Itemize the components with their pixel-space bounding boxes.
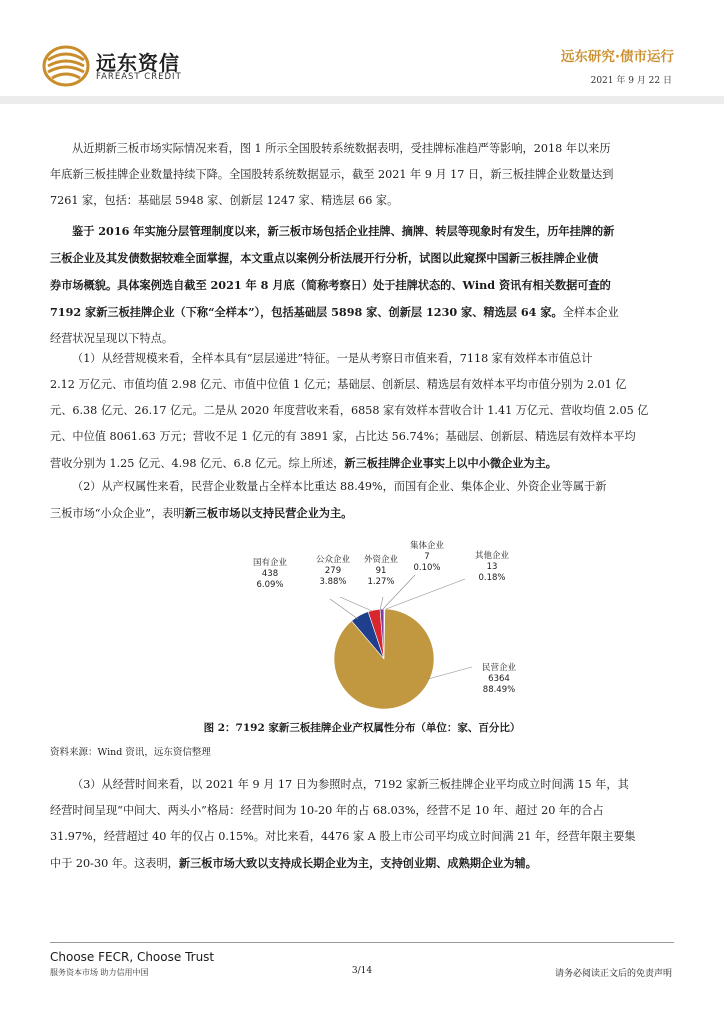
text-line: 经营状况呈现以下特点。 (50, 332, 174, 345)
text-line: 年底新三板挂牌企业数量持续下降。全国股转系统数据显示，截至 2021 年 9 月 17 日，新三板挂牌企业数量达到 (50, 168, 614, 181)
footer-subtitle: 服务资本市场 助力信用中国 (50, 968, 149, 977)
text-segment: 中于 20-30 年。这表明， (50, 857, 179, 870)
slice-value: 7 (424, 552, 430, 562)
footer-slogan: Choose FECR, Choose Trust (50, 950, 215, 964)
slice-value: 91 (375, 566, 387, 576)
text-line-bold: 三板企业及其发债数据较难全面掌握，本文重点以案例分析法展开行分析，试图以此窥探中国新三板挂牌企业债 (50, 251, 599, 265)
text-line: 经营时间呈现“中间大、两头小”格局：经营时间为 10-20 年的占 68.03%，经营不足 10 年、超过 20 年的合占 (50, 804, 604, 817)
header-divider (0, 96, 724, 104)
paragraph-3 (50, 346, 680, 477)
paragraph-5 (50, 772, 680, 877)
disclaimer-note: 请务必阅读正文后的免责声明 (554, 969, 672, 979)
text-line: 元、6.38 亿元、26.17 亿元。二是从 2020 年度营收来看，6858 家有效样本营收合计 1.41 万亿元、营收均值 2.05 亿 (50, 404, 649, 417)
slice-name: 公众企业 (315, 555, 350, 565)
slice-name: 国有企业 (252, 558, 287, 568)
text-line: 2.12 万亿元、市值均值 2.98 亿元、市值中位值 1 亿元；基础层、创新层、精选层有效样本平均市值分别为 2.01 亿 (50, 378, 627, 391)
slice-name: 其他企业 (474, 551, 509, 561)
section-title: 远东研究·债市运行 (560, 49, 674, 65)
text-line-bold: 鉴于 2016 年实施分层管理制度以来，新三板市场包括企业挂牌、摘牌、转层等现象时有发生，历年挂牌的新 (72, 224, 615, 238)
slice-percent: 0.18% (478, 573, 506, 583)
leader-line (380, 597, 383, 610)
pie-label-guoyou (244, 558, 296, 591)
text-segment-bold: 新三板挂牌企业事实上以中小微企业为主。 (344, 456, 557, 470)
slice-percent: 3.88% (319, 577, 347, 587)
pie-label-gongzhong (308, 555, 358, 588)
slice-name: 集体企业 (409, 541, 444, 551)
slice-percent: 1.27% (367, 577, 395, 587)
page-number: 3/14 (351, 966, 373, 976)
slice-percent: 6.09% (256, 580, 284, 590)
pie-label-jiti (402, 541, 452, 574)
text-line: （3）从经营时间来看，以 2021 年 9 月 17 日为参照时点，7192 家新三板挂牌企业平均成立时间满 15 年，其 (72, 778, 629, 791)
pie-label-qita (466, 551, 518, 584)
leader-line (340, 597, 372, 611)
slice-value: 6364 (488, 674, 510, 684)
text-line: 元、中位值 8061.63 万元；营收不足 1 亿元的有 3891 家，占比达 56.74%；基础层、创新层、精选层有效样本平均 (50, 430, 636, 443)
pie-label-waizi (358, 555, 404, 588)
text-line: 31.97%，经营超过 40 年的仅占 0.15%。对比来看，4476 家 A 股上市公司平均成立时间满 21 年，经营年限主要集 (50, 830, 636, 843)
slice-value: 279 (324, 566, 342, 576)
leader-line (428, 667, 472, 679)
text-segment-bold: 新三板市场以支持民营企业为主。 (184, 506, 353, 520)
leader-line (330, 599, 358, 619)
text-segment-bold: 新三板市场大致以支持成长期企业为主，支持创业期、成熟期企业为辅。 (178, 856, 537, 870)
paragraph-1 (50, 136, 680, 214)
figure-caption: 图 2：7192 家新三板挂牌企业产权属性分布（单位：家、百分比） (203, 722, 521, 734)
text-segment: 三板市场“小众企业”，表明 (50, 507, 185, 520)
report-date: 2021 年 9 月 22 日 (590, 76, 672, 86)
text-segment: 全样本企业 (562, 306, 619, 319)
slice-name: 外资企业 (363, 555, 398, 565)
pie-label-minying (474, 663, 524, 696)
slice-name: 民营企业 (481, 663, 516, 673)
paragraph-4 (50, 474, 680, 527)
brand-name-en: FAREAST CREDIT (96, 72, 182, 82)
slice-percent: 0.10% (413, 563, 441, 573)
paragraph-2 (50, 218, 680, 352)
text-line-bold: 券市场概貌。具体案例选自截至 2021 年 8 月底（简称考察日）处于挂牌状态的、Wind 资讯有相关数据可查的 (50, 278, 611, 292)
footer-divider (50, 942, 674, 943)
logo-icon (42, 44, 90, 88)
text-line-bold: 7192 家新三板挂牌企业（下称“全样本”），包括基础层 5898 家、创新层 1230 家、精选层 64 家。 (50, 305, 563, 319)
text-line: 7261 家，包括：基础层 5948 家、创新层 1247 家、精选层 66 家。 (50, 194, 399, 207)
slice-percent: 88.49% (482, 685, 516, 695)
source-note: 资料来源：Wind 资讯，远东资信整理 (50, 747, 211, 758)
slice-value: 438 (261, 569, 279, 579)
text-line: 从近期新三板市场实际情况来看，图 1 所示全国股转系统数据表明，受挂牌标准趋严等影响，2018 年以来历 (72, 142, 611, 155)
text-line: （1）从经营规模来看，全样本具有“层层递进”特征。一是从考察日市值来看，7118 家有效样本市值总计 (72, 352, 593, 365)
slice-value: 13 (486, 562, 498, 572)
text-line: （2）从产权属性来看，民营企业数量占全样本比重达 88.49%，而国有企业、集体企业、外资企业等属于新 (72, 480, 607, 493)
text-segment: 营收分别为 1.25 亿元、4.98 亿元、6.8 亿元。综上所述， (50, 457, 345, 470)
brand-name: 远东资信 (96, 51, 180, 75)
